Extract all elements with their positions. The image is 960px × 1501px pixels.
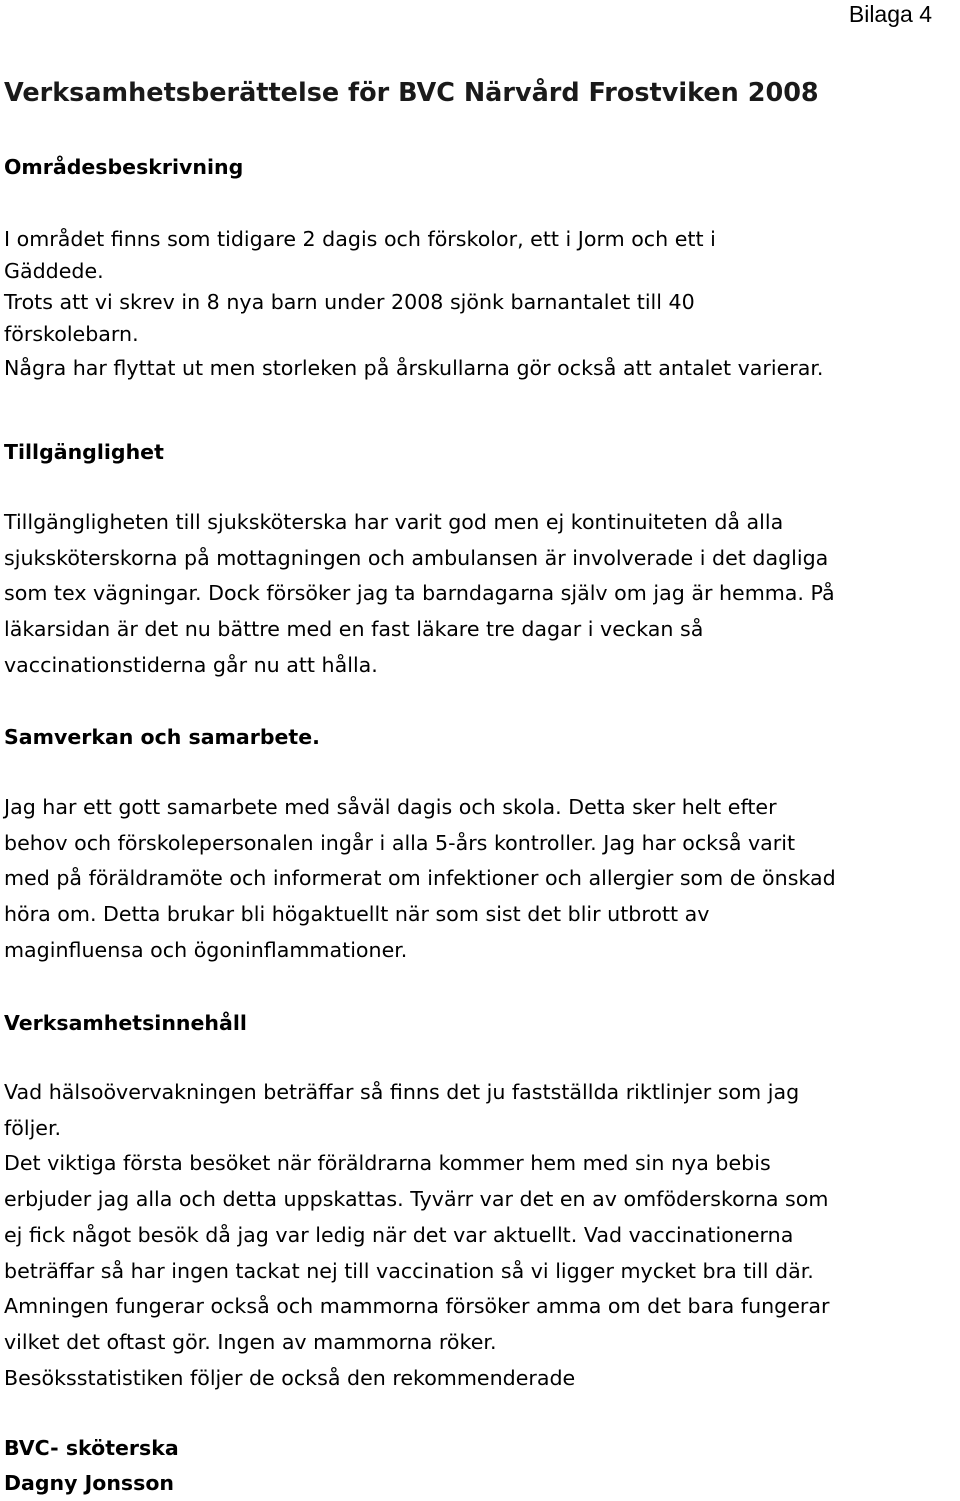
text-line: beträffar så har ingen tackat nej till vaccination så vi ligger mycket bra till där. [4,1258,814,1283]
text-line: maginfluensa och ögoninflammationer. [4,937,408,962]
text-line: höra om. Detta brukar bli högaktuellt när som sist det blir utbrott av [4,902,710,927]
text-line: Amningen fungerar också och mammorna försöker amma om det bara fungerar [4,1294,830,1319]
section-body-samverkan [4,790,952,969]
section-heading-verksamhetsinnehall: Verksamhetsinnehåll [4,1011,247,1035]
signature-role: BVC- sköterska [4,1436,179,1460]
section-heading-samverkan: Samverkan och samarbete. [4,725,320,749]
text-line: Några har flyttat ut men storleken på årskullarna gör också att antalet varierar. [4,355,824,380]
text-line: vilket det oftast gör. Ingen av mammorna röker. [4,1329,497,1354]
text-line: vaccinationstiderna går nu att hålla. [4,652,378,677]
text-line: sjuksköterskorna på mottagningen och ambulansen är involverade i det dagliga [4,545,829,570]
text-line: som tex vägningar. Dock försöker jag ta barndagarna själv om jag är hemma. På [4,581,835,606]
section-body-tillganglighet [4,505,952,684]
text-line: förskolebarn. [4,322,139,347]
annex-label: Bilaga 4 [848,1,932,27]
text-line: erbjuder jag alla och detta uppskattas. Tyvärr var det en av omföderskorna som [4,1187,829,1212]
document-title: Verksamhetsberättelse för BVC Närvård Frostviken 2008 [4,78,819,108]
text-line: Det viktiga första besöket när föräldrarna kommer hem med sin nya bebis [4,1151,771,1176]
section-heading-tillganglighet: Tillgänglighet [4,440,164,464]
signature-name: Dagny Jonsson [4,1471,175,1495]
text-line: I området finns som tidigare 2 dagis och förskolor, ett i Jorm och ett i [4,227,716,251]
text-line: behov och förskolepersonalen ingår i alla 5-års kontroller. Jag har också varit [4,830,796,855]
text-line: Jag har ett gott samarbete med såväl dagis och skola. Detta sker helt efter [4,795,777,819]
text-line: Trots att vi skrev in 8 nya barn under 2008 sjönk barnantalet till 40 [4,290,695,315]
text-line: Besöksstatistiken följer de också den rekommenderade [4,1365,576,1390]
text-line: Gäddede. [4,258,104,283]
text-line: Vad hälsoövervakningen beträffar så finns det ju fastställda riktlinjer som jag [4,1080,800,1104]
text-line: läkarsidan är det nu bättre med en fast läkare tre dagar i veckan så [4,617,704,642]
section-body-omradesbeskrivning [4,222,952,387]
section-heading-omradesbeskrivning: Områdesbeskrivning [4,155,244,179]
text-line: ej fick något besök då jag var ledig när det var aktuellt. Vad vaccinationerna [4,1222,794,1247]
text-line: Tillgängligheten till sjuksköterska har varit god men ej kontinuiteten då alla [4,510,784,534]
text-line: följer. [4,1115,62,1140]
text-line: med på föräldramöte och informerat om infektioner och allergier som de önskad [4,866,836,891]
section-body-verksamhetsinnehall [4,1075,952,1396]
